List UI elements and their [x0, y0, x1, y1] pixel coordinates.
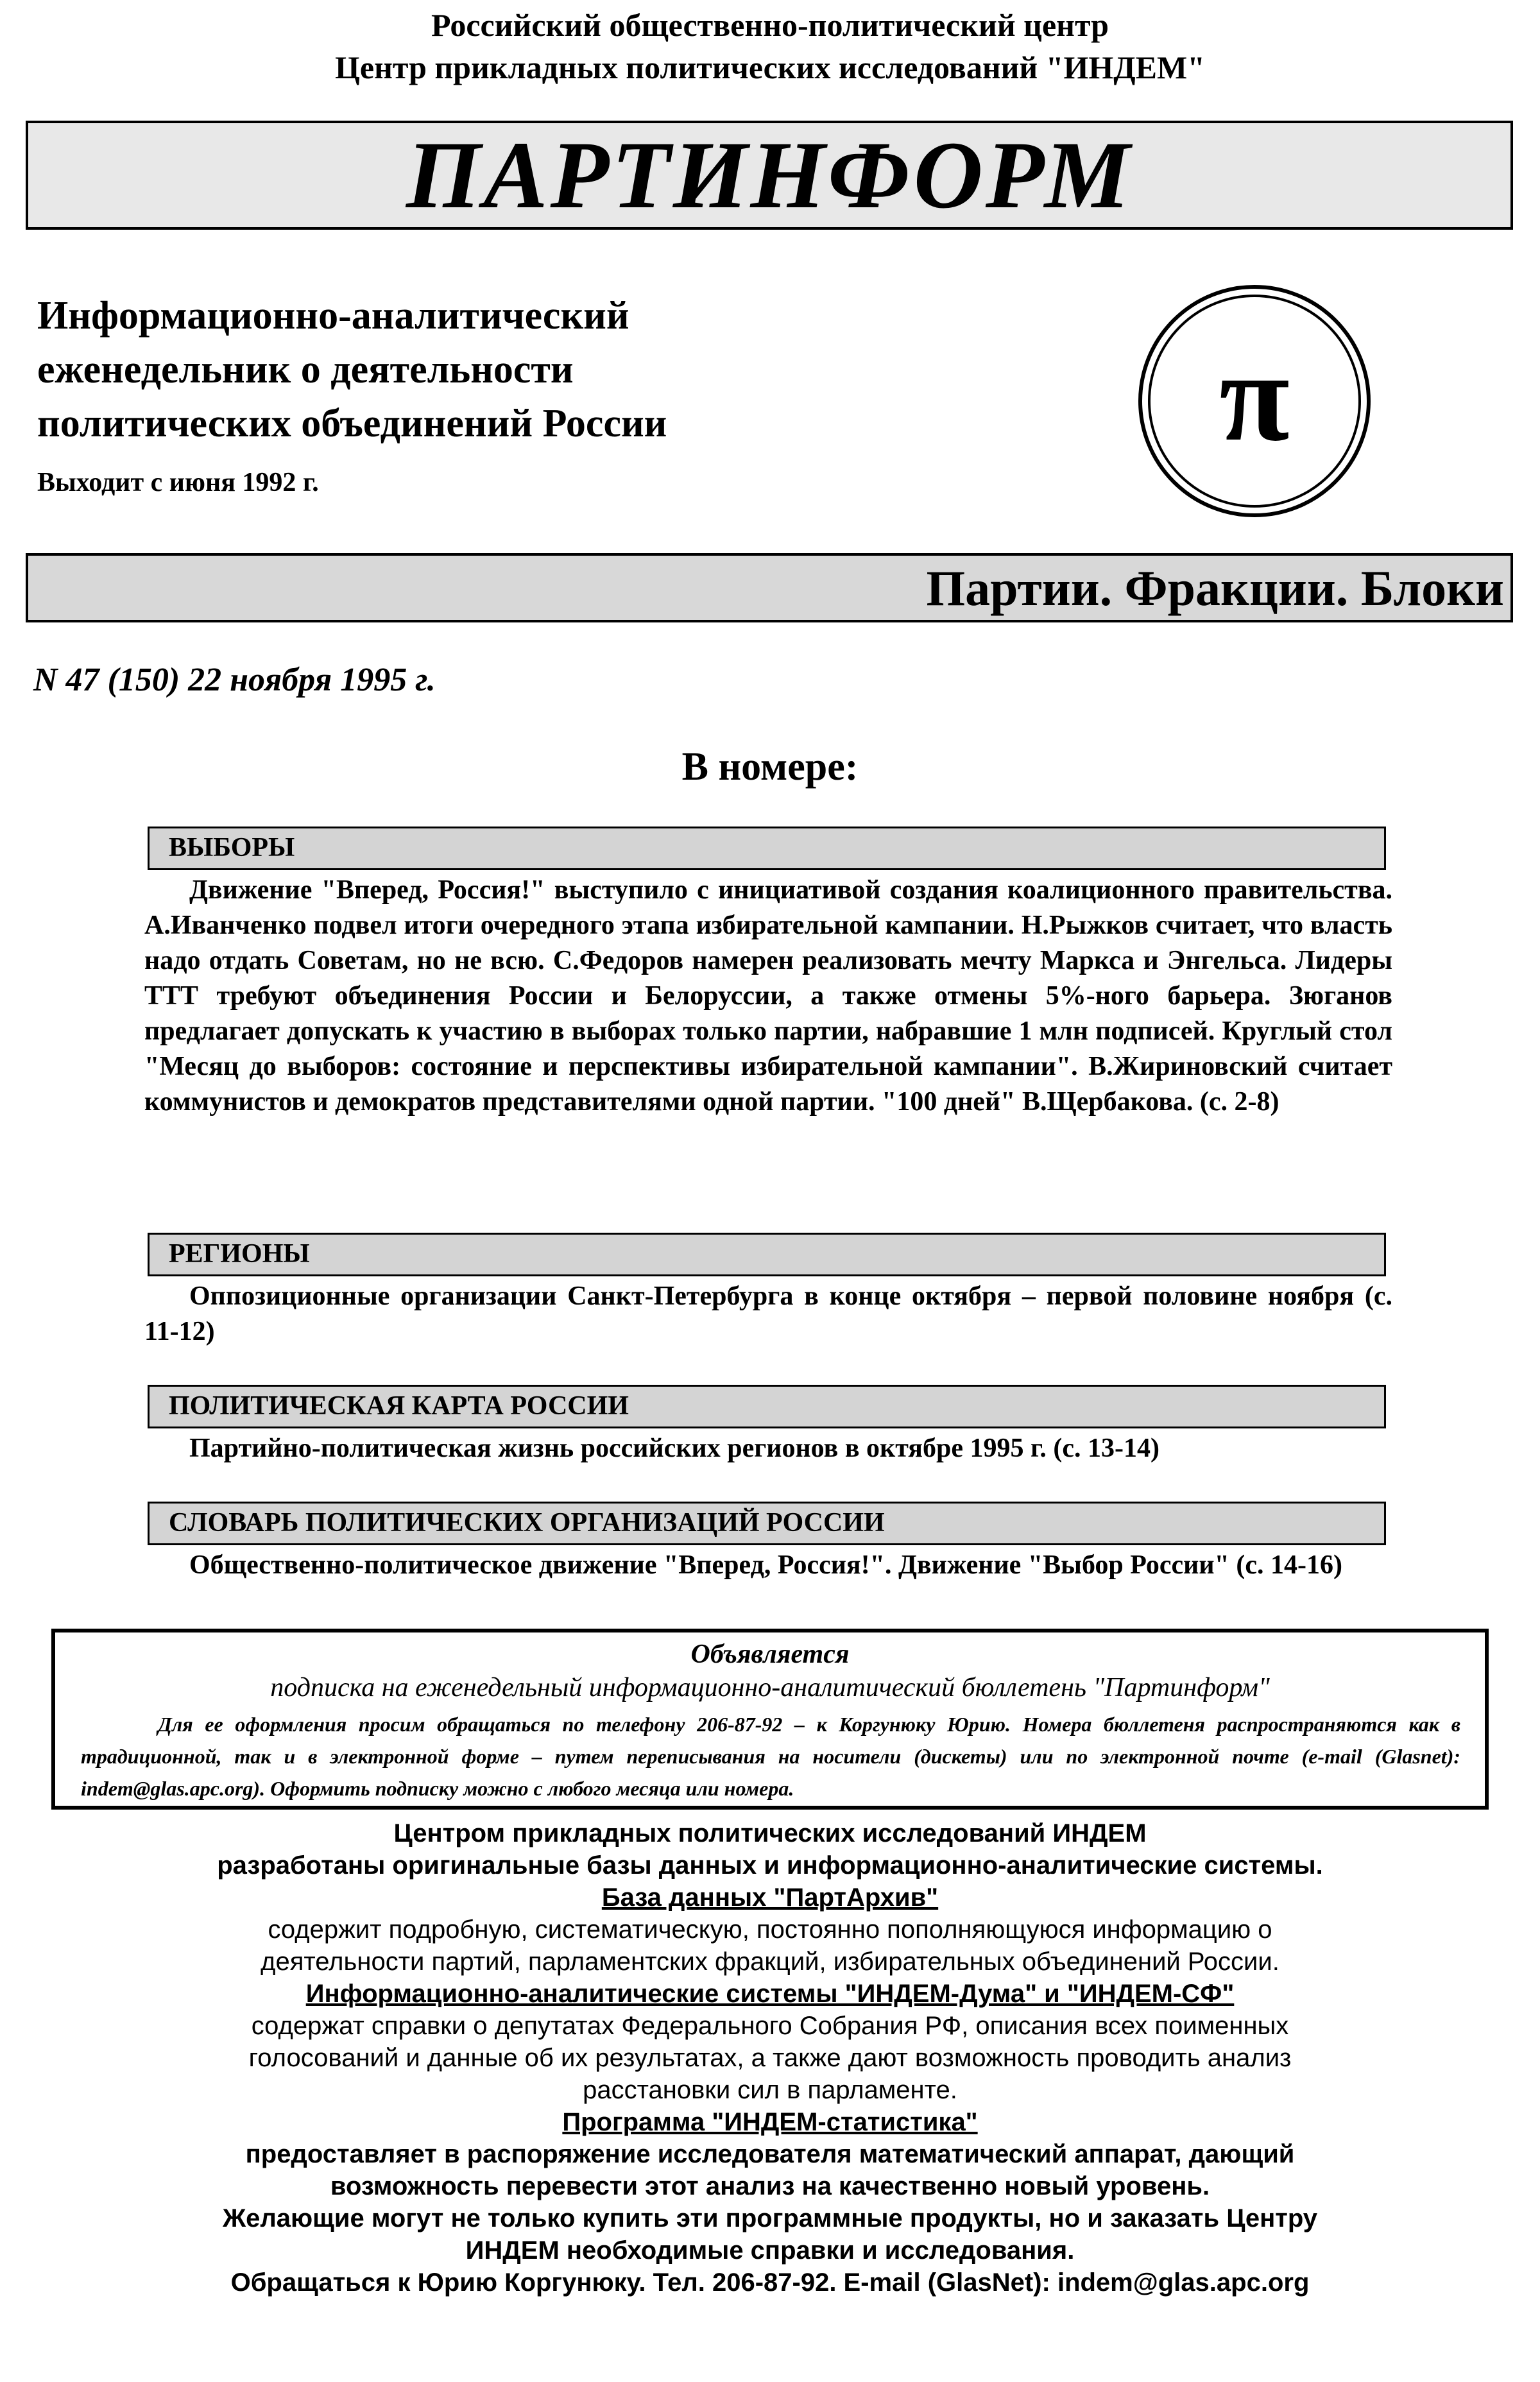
rubric-dictionary [148, 1502, 1386, 1545]
promo-line: деятельности партий, парламентских фракций, избирательных объединений России. [261, 1948, 1279, 1976]
section-text-regions: Оппозиционные организации Санкт-Петербурга в конце октября – первой половине ноября (с. 11-12) [144, 1281, 1392, 1346]
section-text-elections: Движение "Вперед, Россия!" выступило с инициативой создания коалиционного правительства. А.Иванченко подвел итоги очередного этапа избирательной кампании. Н.Рыжков считает, что власть надо отдать Советам, но не всю. С.Федоров намерен реализовать мечту Маркса и Энгельса. Лидеры ТТТ требуют объединения России и Белоруссии, а также отмены 5%-ного барьера. Зюганов предлагает допускать к участию в выборах только партии, набравшие 1 млн подписей. Круглый стол "Месяц до выборов: состояние и перспективы избирательной кампании". В.Жириновский считает коммунистов и демократов представителями одной партии. "100 дней" В.Щербакова. (с. 2-8) [144, 875, 1392, 1117]
rubric-regions [148, 1233, 1386, 1276]
rubric-elections [148, 827, 1386, 870]
promo-line: возможность перевести этот анализ на качественно новый уровень. [330, 2172, 1210, 2200]
promo-line: разработаны оригинальные базы данных и информационно-аналитические системы. [217, 1851, 1323, 1880]
promo-line: предоставляет в распоряжение исследователя математический аппарат, дающий [245, 2140, 1295, 2168]
promo-heading-partarchive: База данных "ПартАрхив" [601, 1883, 939, 1912]
section-bar [26, 553, 1513, 622]
promo-contact-line: Обращаться к Юрию Коргунюку. Тел. 206-87-92. E-mail (GlasNet): indem@glas.apc.org [230, 2268, 1310, 2297]
rubric-title: РЕГИОНЫ [169, 1239, 310, 1269]
rubric-title: ВЫБОРЫ [169, 833, 295, 862]
rubric-political-map [148, 1385, 1386, 1428]
rubric-title: ПОЛИТИЧЕСКАЯ КАРТА РОССИИ [169, 1391, 629, 1421]
publication-subtitle [37, 289, 871, 450]
promo-heading-indem-duma: Информационно-аналитические системы "ИНДЕМ-Дума" и "ИНДЕМ-СФ" [305, 1980, 1235, 2008]
subscription-notice [51, 1629, 1489, 1810]
issue-number: N 47 (150) 22 ноября 1995 г. [33, 662, 436, 698]
contents-heading: В номере: [681, 745, 859, 789]
promo-line: содержат справки о депутатах Федерального Собрания РФ, описания всех поименных [251, 2012, 1289, 2040]
promo-line: расстановки сил в парламенте. [583, 2076, 957, 2104]
subtitle-line-1: Информационно-аналитический [37, 294, 629, 338]
promo-line: голосований и данные об их результатах, а также дают возможность проводить анализ [248, 2044, 1292, 2072]
notice-heading: Объявляется [690, 1640, 850, 1669]
section-text-political-map: Партийно-политическая жизнь российских регионов в октябре 1995 г. (с. 13-14) [189, 1434, 1159, 1463]
publication-title: ПАРТИНФОРМ [406, 122, 1133, 228]
promo-line: ИНДЕМ необходимые справки и исследования. [465, 2236, 1075, 2265]
notice-body: Для ее оформления просим обращаться по телефону 206-87-92 – к Коргунюку Юрию. Номера бюллетеня распространяются как в традиционной, так и в электронной форме – путем переписывания на носители (дискеты) или по электронной почте (e-mail (Glasnet): indem@glas.apc.org). Оформить подписку можно с любого месяца или номера. [81, 1713, 1460, 1800]
promo-line: содержит подробную, систематическую, постоянно пополняющуюся информацию о [268, 1915, 1272, 1944]
title-banner [26, 121, 1513, 230]
logo-glyph: π [1219, 326, 1290, 468]
promo-heading-indem-statistics: Программа "ИНДЕМ-статистика" [562, 2108, 978, 2136]
header-line-2: Центр прикладных политических исследований "ИНДЕМ" [335, 49, 1205, 85]
header-line-1: Российский общественно-политический центр [431, 7, 1109, 43]
section-bar-title: Партии. Фракции. Блоки [926, 560, 1504, 616]
rubric-title: СЛОВАРЬ ПОЛИТИЧЕСКИХ ОРГАНИЗАЦИЙ РОССИИ [169, 1508, 885, 1538]
indem-promo [0, 1817, 1540, 2299]
section-text-dictionary: Общественно-политическое движение "Вперед, Россия!". Движение "Выбор России" (с. 14-16) [189, 1550, 1342, 1580]
promo-line: Желающие могут не только купить эти программные продукты, но и заказать Центру [222, 2204, 1318, 2232]
pi-logo-icon [1136, 282, 1373, 520]
since-note: Выходит с июня 1992 г. [37, 468, 319, 497]
subtitle-line-3: политических объединений России [37, 402, 667, 445]
promo-line: Центром прикладных политических исследований ИНДЕМ [393, 1819, 1147, 1847]
subtitle-line-2: еженедельник о деятельности [37, 348, 574, 391]
notice-subheading: подписка на еженедельный информационно-аналитический бюллетень "Партинформ" [270, 1673, 1270, 1702]
